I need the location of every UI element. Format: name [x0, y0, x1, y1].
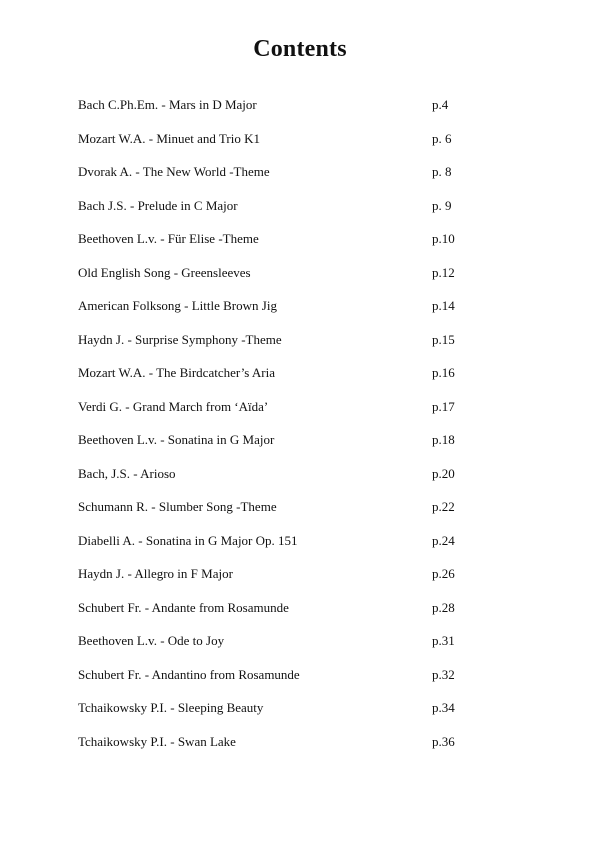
entry-page-number: p.4	[432, 97, 449, 112]
entry-page-number: p. 8	[432, 164, 452, 179]
contents-entry	[78, 598, 478, 632]
entry-page-number: p.22	[432, 499, 455, 514]
entry-title: Bach, J.S. - Arioso	[78, 465, 176, 481]
entry-page-number: p.15	[432, 331, 455, 347]
contents-list	[78, 95, 478, 765]
entry-title: Beethoven L.v. - Ode to Joy	[78, 633, 225, 648]
entry-title: Mozart W.A. - Minuet and Trio K1	[78, 130, 260, 146]
entry-title: Tchaikowsky P.I. - Swan Lake	[78, 733, 236, 749]
entry-title: Tchaikowsky P.I. - Sleeping Beauty	[78, 700, 264, 715]
entry-page-number: p.17	[432, 398, 455, 414]
entry-title: American Folksong - Little Brown Jig	[78, 298, 277, 313]
entry-page-number: p.26	[432, 566, 455, 581]
entry-page-number: p.12	[432, 264, 455, 280]
contents-entry	[78, 430, 478, 464]
entry-page-number: p.20	[432, 465, 455, 481]
entry-title: Bach C.Ph.Em. - Mars in D Major	[78, 97, 257, 112]
entry-title: Verdi G. - Grand March from ‘Aïda’	[78, 398, 269, 414]
entry-title: Diabelli A. - Sonatina in G Major Op. 151	[78, 532, 298, 548]
entry-title: Schubert Fr. - Andante from Rosamunde	[78, 599, 289, 615]
entry-page-number: p.32	[432, 666, 455, 682]
entry-page-number: p.18	[432, 432, 455, 447]
contents-entry	[78, 330, 478, 364]
entry-title: Schubert Fr. - Andantino from Rosamunde	[78, 666, 300, 682]
entry-page-number: p.34	[432, 700, 455, 715]
contents-entry	[78, 196, 478, 230]
contents-entry	[78, 229, 478, 263]
entry-title: Mozart W.A. - The Birdcatcher’s Aria	[78, 365, 275, 380]
entry-title: Haydn J. - Surprise Symphony -Theme	[78, 331, 282, 347]
contents-entry	[78, 129, 478, 163]
entry-page-number: p.16	[432, 365, 455, 380]
entry-page-number: p.24	[432, 532, 455, 548]
contents-entry	[78, 698, 478, 732]
entry-title: Dvorak A. - The New World -Theme	[78, 164, 270, 179]
entry-title: Old English Song - Greensleeves	[78, 264, 251, 280]
contents-entry	[78, 531, 478, 565]
entry-title: Beethoven L.v. - Für Elise -Theme	[78, 231, 259, 246]
contents-entry	[78, 263, 478, 297]
contents-entry	[78, 631, 478, 665]
contents-entry	[78, 665, 478, 699]
contents-entry	[78, 732, 478, 766]
entry-page-number: p. 6	[432, 130, 452, 146]
entry-title: Beethoven L.v. - Sonatina in G Major	[78, 432, 275, 447]
entry-title: Schumann R. - Slumber Song -Theme	[78, 499, 277, 514]
entry-page-number: p.28	[432, 599, 455, 615]
contents-entry	[78, 497, 478, 531]
entry-page-number: p.31	[432, 633, 455, 648]
contents-entry	[78, 296, 478, 330]
contents-entry	[78, 363, 478, 397]
entry-page-number: p.36	[432, 733, 455, 749]
contents-entry	[78, 397, 478, 431]
contents-entry	[78, 162, 478, 196]
contents-entry	[78, 564, 478, 598]
entry-title: Haydn J. - Allegro in F Major	[78, 566, 233, 581]
contents-entry	[78, 464, 478, 498]
entry-page-number: p.14	[432, 298, 455, 313]
page-title: Contents	[253, 36, 347, 62]
contents-entry	[78, 95, 478, 129]
entry-page-number: p.10	[432, 231, 455, 246]
entry-title: Bach J.S. - Prelude in C Major	[78, 197, 238, 213]
entry-page-number: p. 9	[432, 197, 452, 213]
